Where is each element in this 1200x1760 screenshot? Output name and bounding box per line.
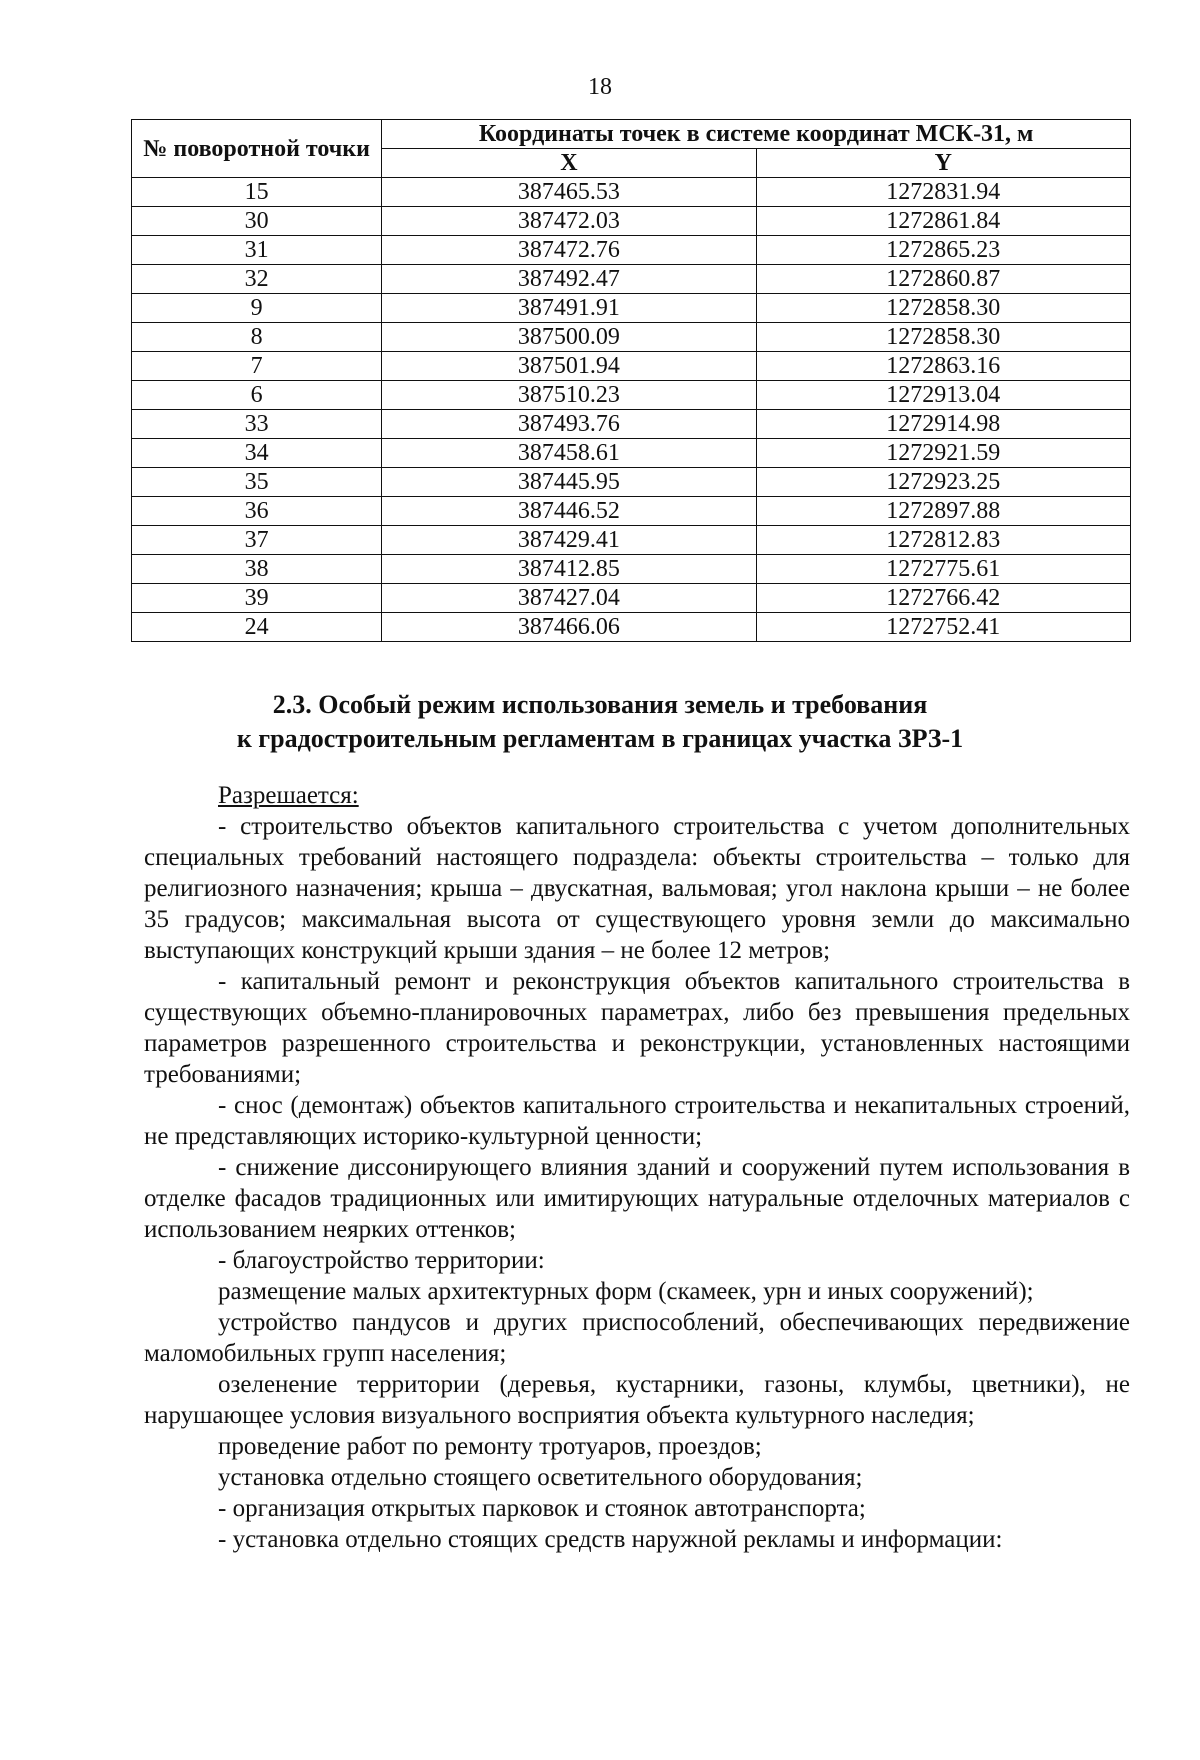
table-row xyxy=(132,613,1131,642)
paragraph-lighting: установка отдельно стоящего осветительного оборудования; xyxy=(218,1464,863,1491)
cell-x: 387412.85 xyxy=(382,555,756,584)
table-row xyxy=(132,410,1131,439)
paragraph-dissonance: - снижение диссонирующего влияния зданий и сооружений путем использования в отделке фасадов традиционных или имитирующих натуральные отделочных материалов с использованием неярких оттенков; xyxy=(144,1154,1130,1243)
cell-point-number: 31 xyxy=(132,236,382,265)
table-row xyxy=(132,207,1131,236)
paragraph-small-forms: размещение малых архитектурных форм (скамеек, урн и иных сооружений); xyxy=(218,1278,1034,1305)
paragraph-construction: - строительство объектов капитального строительства с учетом дополнительных специальных требований настоящего подраздела: объекты строительства – только для религиозного назначения; крыша – двускатная, вальмовая; угол наклона крыши – не более 35 градусов; максимальная высота от существующего уровня земли до максимально выступающих конструкций крыши здания – не более 12 метров; xyxy=(144,813,1130,964)
cell-x: 387429.41 xyxy=(382,526,756,555)
paragraph-demolition: - снос (демонтаж) объектов капитального строительства и некапитальных строений, не представляющих историко-культурной ценности; xyxy=(144,1092,1130,1150)
cell-point-number: 38 xyxy=(132,555,382,584)
cell-point-number: 9 xyxy=(132,294,382,323)
cell-x: 387465.53 xyxy=(382,178,756,207)
table-row xyxy=(132,352,1131,381)
cell-x: 387491.91 xyxy=(382,294,756,323)
cell-x: 387472.03 xyxy=(382,207,756,236)
cell-x: 387446.52 xyxy=(382,497,756,526)
cell-y: 1272812.83 xyxy=(756,526,1130,555)
header-y: Y xyxy=(756,149,1130,178)
table-header-row xyxy=(132,120,1131,149)
allowed-label-line xyxy=(144,780,1130,811)
cell-point-number: 8 xyxy=(132,323,382,352)
paragraph-ramps: устройство пандусов и других приспособлений, обеспечивающих передвижение маломобильных групп населения; xyxy=(144,1309,1130,1367)
section-heading-line-2: к градостроительным регламентам в границах участка ЗРЗ-1 xyxy=(236,724,964,753)
table-row xyxy=(132,381,1131,410)
header-point-number: № поворотной точки xyxy=(132,120,382,178)
section-heading xyxy=(0,688,1200,756)
cell-x: 387510.23 xyxy=(382,381,756,410)
cell-x: 387466.06 xyxy=(382,613,756,642)
table-row xyxy=(132,265,1131,294)
table-row xyxy=(132,497,1131,526)
header-coordinates: Координаты точек в системе координат МСК-31, м xyxy=(382,120,1131,149)
header-x: X xyxy=(382,149,756,178)
table-row xyxy=(132,584,1131,613)
cell-point-number: 6 xyxy=(132,381,382,410)
cell-x: 387500.09 xyxy=(382,323,756,352)
cell-y: 1272863.16 xyxy=(756,352,1130,381)
table-row xyxy=(132,236,1131,265)
table-row xyxy=(132,555,1131,584)
page-number: 18 xyxy=(588,74,612,100)
cell-y: 1272766.42 xyxy=(756,584,1130,613)
paragraph-parking: - организация открытых парковок и стоянок автотранспорта; xyxy=(218,1495,866,1522)
cell-y: 1272921.59 xyxy=(756,439,1130,468)
cell-x: 387501.94 xyxy=(382,352,756,381)
paragraph-advertising: - установка отдельно стоящих средств наружной рекламы и информации: xyxy=(218,1526,1003,1553)
cell-point-number: 35 xyxy=(132,468,382,497)
table-row xyxy=(132,323,1131,352)
cell-x: 387445.95 xyxy=(382,468,756,497)
table-row xyxy=(132,468,1131,497)
table-row xyxy=(132,439,1131,468)
paragraph-sidewalks: проведение работ по ремонту тротуаров, проездов; xyxy=(218,1433,762,1460)
cell-y: 1272775.61 xyxy=(756,555,1130,584)
table-row xyxy=(132,526,1131,555)
cell-point-number: 36 xyxy=(132,497,382,526)
cell-y: 1272861.84 xyxy=(756,207,1130,236)
paragraph-landscaping: - благоустройство территории: xyxy=(218,1247,545,1274)
cell-point-number: 33 xyxy=(132,410,382,439)
cell-x: 387472.76 xyxy=(382,236,756,265)
table-body xyxy=(132,178,1131,642)
section-heading-line-1: 2.3. Особый режим использования земель и требования xyxy=(272,690,928,719)
paragraph-greening: озеленение территории (деревья, кустарники, газоны, клумбы, цветники), не нарушающее условия визуального восприятия объекта культурного наследия; xyxy=(144,1371,1130,1429)
table-row xyxy=(132,178,1131,207)
cell-y: 1272897.88 xyxy=(756,497,1130,526)
cell-y: 1272860.87 xyxy=(756,265,1130,294)
paragraph-repair: - капитальный ремонт и реконструкция объектов капитального строительства в существующих объемно-планировочных параметрах, либо без превышения предельных параметров разрешенного строительства и реконструкции, установленных настоящими требованиями; xyxy=(144,968,1130,1088)
cell-point-number: 30 xyxy=(132,207,382,236)
cell-x: 387427.04 xyxy=(382,584,756,613)
cell-y: 1272858.30 xyxy=(756,323,1130,352)
cell-x: 387458.61 xyxy=(382,439,756,468)
cell-point-number: 32 xyxy=(132,265,382,294)
cell-y: 1272752.41 xyxy=(756,613,1130,642)
cell-y: 1272914.98 xyxy=(756,410,1130,439)
cell-x: 387492.47 xyxy=(382,265,756,294)
cell-y: 1272831.94 xyxy=(756,178,1130,207)
cell-point-number: 7 xyxy=(132,352,382,381)
coordinates-table xyxy=(131,119,1131,642)
cell-point-number: 37 xyxy=(132,526,382,555)
cell-y: 1272913.04 xyxy=(756,381,1130,410)
cell-point-number: 24 xyxy=(132,613,382,642)
allowed-label: Разрешается: xyxy=(218,782,359,809)
table-row xyxy=(132,294,1131,323)
cell-point-number: 34 xyxy=(132,439,382,468)
cell-y: 1272858.30 xyxy=(756,294,1130,323)
cell-y: 1272923.25 xyxy=(756,468,1130,497)
body-text xyxy=(144,780,1130,1555)
cell-y: 1272865.23 xyxy=(756,236,1130,265)
cell-point-number: 39 xyxy=(132,584,382,613)
cell-x: 387493.76 xyxy=(382,410,756,439)
cell-point-number: 15 xyxy=(132,178,382,207)
